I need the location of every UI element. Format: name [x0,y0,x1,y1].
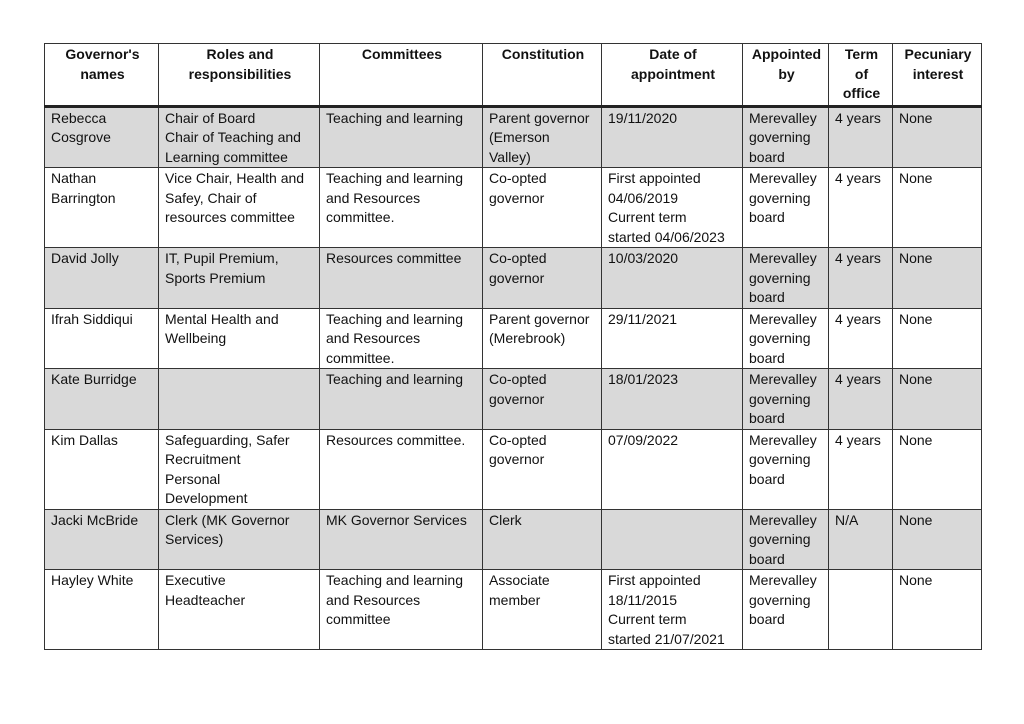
cell-committees: Teaching and learning [320,369,483,430]
cell-pecuniary: None [893,106,982,168]
cell-constitution: Co-opted governor [483,168,602,248]
cell-date: 18/01/2023 [602,369,743,430]
cell-date: 19/11/2020 [602,106,743,168]
header-date-of-appointment: Date of appointment [602,44,743,107]
cell-appointed-by: Merevalley governing board [743,168,829,248]
cell-name: Rebecca Cosgrove [45,106,159,168]
cell-constitution: Associate member [483,570,602,650]
cell-roles: Executive Headteacher [159,570,320,650]
table-row [45,570,982,650]
cell-pecuniary: None [893,369,982,430]
cell-name: Nathan Barrington [45,168,159,248]
cell-term: 4 years [829,308,893,369]
cell-roles: Clerk (MK Governor Services) [159,509,320,570]
table-row [45,509,982,570]
table-body [45,106,982,650]
cell-term: 4 years [829,429,893,509]
table-row [45,369,982,430]
cell-roles: Mental Health and Wellbeing [159,308,320,369]
cell-term: N/A [829,509,893,570]
cell-committees: Teaching and learning and Resources committee. [320,168,483,248]
cell-constitution: Co-opted governor [483,429,602,509]
cell-appointed-by: Merevalley governing board [743,509,829,570]
cell-constitution: Parent governor (Merebrook) [483,308,602,369]
header-term-of-office: Term of office [829,44,893,107]
header-appointed-by: Appointed by [743,44,829,107]
cell-committees: Teaching and learning and Resources committee. [320,308,483,369]
cell-pecuniary: None [893,429,982,509]
cell-constitution: Co-opted governor [483,248,602,309]
cell-term: 4 years [829,248,893,309]
cell-term [829,570,893,650]
header-constitution: Constitution [483,44,602,107]
cell-roles: Safeguarding, Safer Recruitment Personal Development [159,429,320,509]
header-pecuniary-interest: Pecuniary interest [893,44,982,107]
cell-committees: MK Governor Services [320,509,483,570]
cell-term: 4 years [829,106,893,168]
cell-roles: Chair of Board Chair of Teaching and Learning committee [159,106,320,168]
cell-date: First appointed 18/11/2015 Current term started 21/07/2021 [602,570,743,650]
cell-pecuniary: None [893,308,982,369]
cell-name: David Jolly [45,248,159,309]
cell-roles: IT, Pupil Premium, Sports Premium [159,248,320,309]
cell-roles [159,369,320,430]
header-committees: Committees [320,44,483,107]
cell-appointed-by: Merevalley governing board [743,248,829,309]
cell-roles: Vice Chair, Health and Safey, Chair of resources committee [159,168,320,248]
cell-committees: Teaching and learning [320,106,483,168]
cell-term: 4 years [829,168,893,248]
cell-committees: Resources committee [320,248,483,309]
table-header [45,44,982,107]
cell-pecuniary: None [893,248,982,309]
cell-committees: Teaching and learning and Resources committee [320,570,483,650]
cell-date: 10/03/2020 [602,248,743,309]
cell-constitution: Parent governor (Emerson Valley) [483,106,602,168]
header-roles: Roles and responsibilities [159,44,320,107]
cell-pecuniary: None [893,509,982,570]
cell-date: 29/11/2021 [602,308,743,369]
cell-constitution: Clerk [483,509,602,570]
cell-appointed-by: Merevalley governing board [743,570,829,650]
cell-pecuniary: None [893,570,982,650]
table-row [45,248,982,309]
cell-committees: Resources committee. [320,429,483,509]
cell-name: Kate Burridge [45,369,159,430]
cell-appointed-by: Merevalley governing board [743,429,829,509]
header-row [45,44,982,107]
governors-table [44,43,982,650]
header-governor-names: Governor's names [45,44,159,107]
cell-date: First appointed 04/06/2019 Current term started 04/06/2023 [602,168,743,248]
cell-appointed-by: Merevalley governing board [743,369,829,430]
cell-name: Hayley White [45,570,159,650]
cell-date [602,509,743,570]
cell-name: Ifrah Siddiqui [45,308,159,369]
cell-name: Kim Dallas [45,429,159,509]
cell-appointed-by: Merevalley governing board [743,106,829,168]
cell-term: 4 years [829,369,893,430]
table-row [45,168,982,248]
cell-pecuniary: None [893,168,982,248]
cell-constitution: Co-opted governor [483,369,602,430]
table-row [45,308,982,369]
cell-appointed-by: Merevalley governing board [743,308,829,369]
table-row [45,429,982,509]
cell-name: Jacki McBride [45,509,159,570]
table-row [45,106,982,168]
cell-date: 07/09/2022 [602,429,743,509]
